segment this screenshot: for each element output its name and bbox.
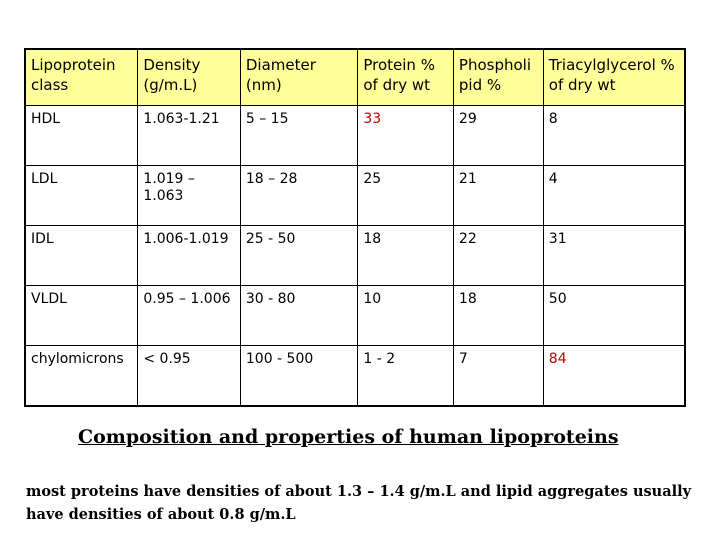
cell-diameter: 100 - 500 — [240, 346, 357, 407]
cell-class: LDL — [25, 166, 138, 226]
cell-diameter: 18 – 28 — [240, 166, 357, 226]
cell-protein: 10 — [358, 286, 454, 346]
header-density: Density (g/m.L) — [138, 49, 241, 106]
table-row-vldl — [25, 286, 685, 346]
header-lipoprotein-class: Lipoprotein class — [25, 49, 138, 106]
cell-diameter: 5 – 15 — [240, 106, 357, 166]
cell-class: IDL — [25, 226, 138, 286]
cell-density: 1.019 – 1.063 — [138, 166, 241, 226]
header-phospholipid: Phospholi pid % — [453, 49, 543, 106]
cell-phospholipid: 18 — [453, 286, 543, 346]
cell-triacylglycerol: 84 — [543, 346, 685, 407]
table-row-chylomicrons — [25, 346, 685, 407]
table-row-hdl — [25, 106, 685, 166]
cell-diameter: 30 - 80 — [240, 286, 357, 346]
cell-phospholipid: 21 — [453, 166, 543, 226]
header-protein: Protein % of dry wt — [358, 49, 454, 106]
cell-protein: 18 — [358, 226, 454, 286]
cell-triacylglycerol: 4 — [543, 166, 685, 226]
cell-phospholipid: 7 — [453, 346, 543, 407]
cell-class: chylomicrons — [25, 346, 138, 407]
cell-protein: 25 — [358, 166, 454, 226]
header-diameter: Diameter (nm) — [240, 49, 357, 106]
cell-density: 0.95 – 1.006 — [138, 286, 241, 346]
cell-density: 1.063-1.21 — [138, 106, 241, 166]
cell-phospholipid: 22 — [453, 226, 543, 286]
cell-protein: 1 - 2 — [358, 346, 454, 407]
cell-density: < 0.95 — [138, 346, 241, 407]
cell-diameter: 25 - 50 — [240, 226, 357, 286]
table-caption: Composition and properties of human lipoproteins — [78, 426, 619, 448]
cell-protein: 33 — [358, 106, 454, 166]
header-triacylglycerol: Triacylglycerol % of dry wt — [543, 49, 685, 106]
cell-triacylglycerol: 8 — [543, 106, 685, 166]
cell-density: 1.006-1.019 — [138, 226, 241, 286]
table-row-ldl — [25, 166, 685, 226]
cell-phospholipid: 29 — [453, 106, 543, 166]
cell-triacylglycerol: 50 — [543, 286, 685, 346]
table-header-row — [25, 49, 685, 106]
cell-triacylglycerol: 31 — [543, 226, 685, 286]
cell-class: HDL — [25, 106, 138, 166]
cell-class: VLDL — [25, 286, 138, 346]
lipoprotein-table — [24, 48, 686, 407]
density-note: most proteins have densities of about 1.3 – 1.4 g/m.L and lipid aggregates usually have densities of about 0.8 g/m.L — [26, 483, 692, 523]
table-row-idl — [25, 226, 685, 286]
